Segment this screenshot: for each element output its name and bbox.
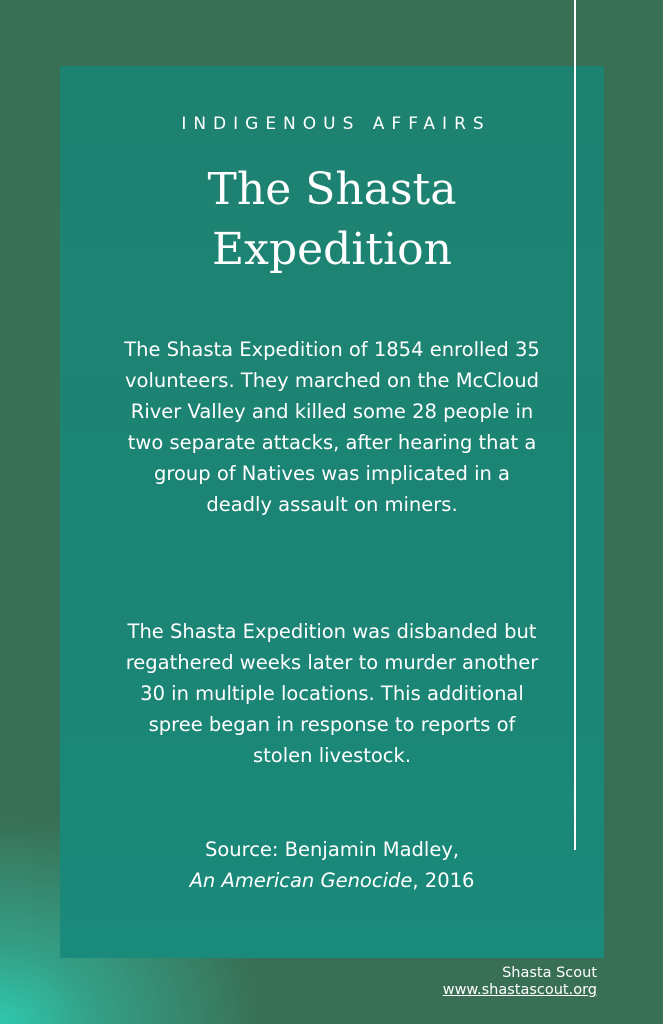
page-title [60, 160, 604, 280]
publisher-name: Shasta Scout [502, 965, 597, 981]
source-book-title: An American Genocide [189, 869, 413, 892]
source-prefix: Source: Benjamin Madley, [204, 838, 460, 861]
body-paragraph-1: The Shasta Expedition of 1854 enrolled 35 volunteers. They marched on the McCloud River Valley and killed some 28 people in two separate attacks, after hearing that a group of Natives was implicated in a deadly assault on miners. [124, 338, 540, 516]
source-year: , 2016 [412, 869, 475, 892]
title-line-1: The Shasta [207, 164, 457, 215]
footer-credit [443, 965, 597, 999]
source-citation [120, 834, 544, 896]
title-line-2: Expedition [212, 224, 452, 275]
website-link[interactable]: www.shastascout.org [442, 982, 597, 998]
section-kicker: INDIGENOUS AFFAIRS [181, 114, 491, 134]
body-paragraph-2: The Shasta Expedition was disbanded but regathered weeks later to murder another 30 in multiple locations. This additional spree began in response to reports of stolen livestock. [125, 620, 539, 767]
